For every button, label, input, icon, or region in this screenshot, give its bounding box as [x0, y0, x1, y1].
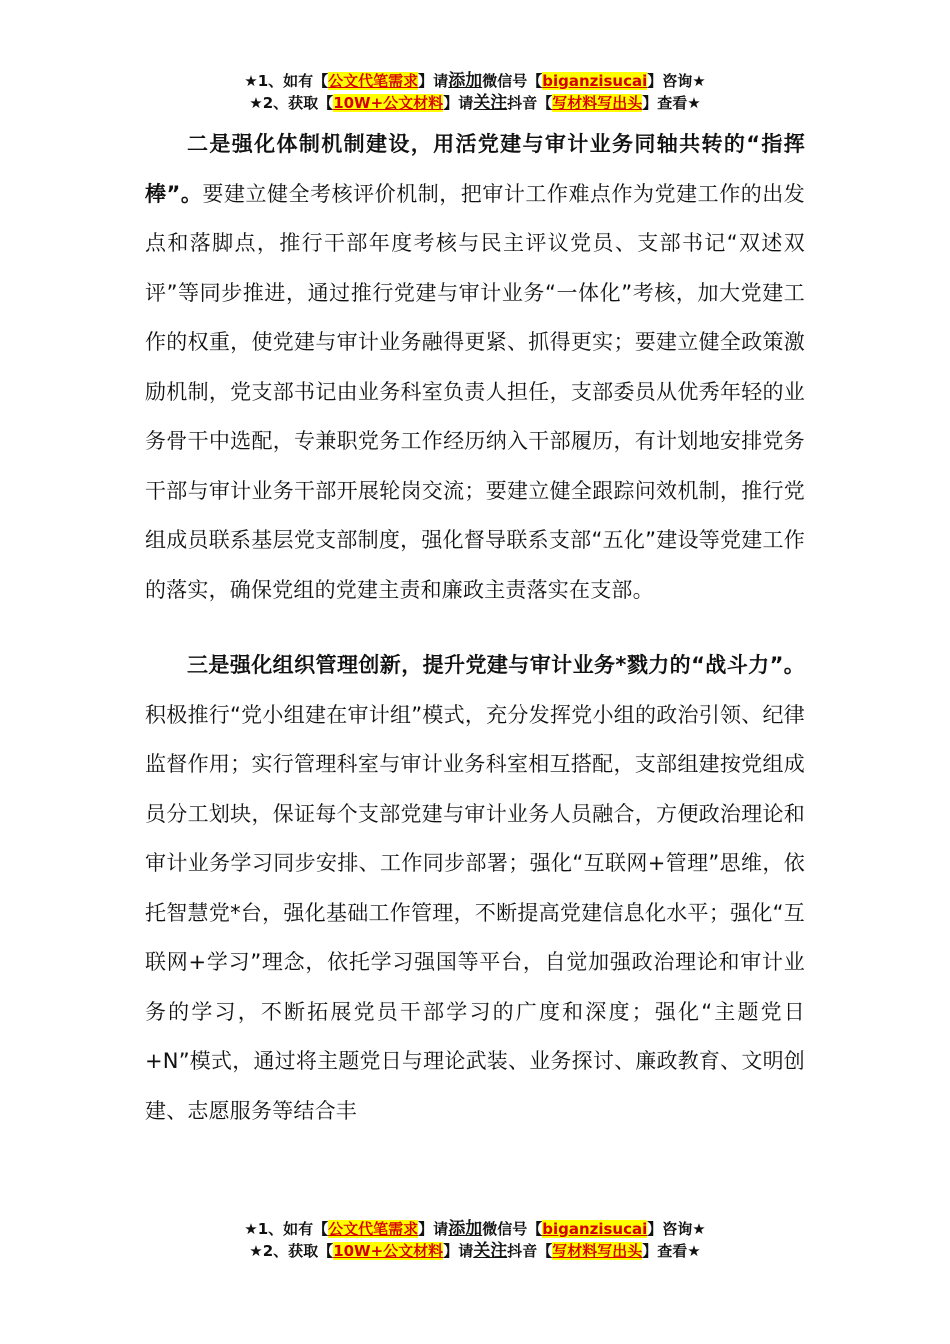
highlight-wechat-id: biganzisucai [542, 72, 648, 90]
banner-text: ★1、如有【 [244, 1220, 329, 1238]
banner-text: 】请 [443, 1242, 474, 1260]
banner-line-2 [0, 92, 950, 114]
banner-text: 】咨询★ [647, 72, 706, 90]
banner-emphasis: 添加 [448, 1219, 483, 1239]
banner-text: 】请 [418, 72, 449, 90]
paragraph-lead: 三是强化组织管理创新，提升党建与审计业务*戮力的“战斗力”。 [187, 653, 805, 677]
highlight-douyin-id: 写材料写出头 [552, 1242, 643, 1260]
highlight-materials: 10W+公文材料 [333, 1242, 444, 1260]
paragraph-lead: 二是强化体制机制建设，用活党建与审计业务同轴共转的“指挥棒”。 [145, 132, 805, 206]
banner-text: 抖音【 [507, 94, 553, 112]
paragraph-text: 积极推行“党小组建在审计组”模式，充分发挥党小组的政治引领、纪律监督作用；实行管理科室与审计业务科室相互搭配，支部组建按党组成员分工划块，保证每个支部党建与审计业务人员融合，方便政治理论和审计业务学习同步安排、工作同步部署；强化“互联网+管理”思维，依托智慧党*台，强化基础工作管理，不断提高党建信息化水平；强化“互联网+学习”理念，依托学习强国等平台，自觉加强政治理论和审计业务的学习，不断拓展党员干部学习的广度和深度；强化“主题党日+N”模式，通过将主题党日与理论武装、业务探讨、廉政教育、文明创建、志愿服务等结合丰 [145, 702, 805, 1123]
banner-line-2 [0, 1240, 950, 1262]
banner-text: 】咨询★ [647, 1220, 706, 1238]
banner-text: ★2、获取【 [249, 1242, 334, 1260]
banner-line-1 [0, 70, 950, 92]
banner-text: ★2、获取【 [249, 94, 334, 112]
banner-text: 】查看★ [642, 94, 701, 112]
highlight-materials: 10W+公文材料 [333, 94, 444, 112]
banner-text: 】请 [418, 1220, 449, 1238]
banner-emphasis: 关注 [473, 93, 508, 113]
banner-emphasis: 关注 [473, 1241, 508, 1261]
banner-line-1 [0, 1218, 950, 1240]
paragraph-text: 要建立健全考核评价机制，把审计工作难点作为党建工作的出发点和落脚点，推行干部年度考核与民主评议党员、支部书记“双述双评”等同步推进，通过推行党建与审计业务“一体化”考核，加大党建工作的权重，使党建与审计业务融得更紧、抓得更实；要建立健全政策激励机制，党支部书记由业务科室负责人担任，支部委员从优秀年轻的业务骨干中选配，专兼职党务工作经历纳入干部履历，有计划地安排党务干部与审计业务干部开展轮岗交流；要建立健全跟踪问效机制，推行党组成员联系基层党支部制度，强化督导联系支部“五化”建设等党建工作的落实，确保党组的党建主责和廉政主责落实在支部。 [145, 181, 805, 602]
banner-emphasis: 添加 [448, 71, 483, 91]
header-banner [0, 70, 950, 114]
highlight-service: 公文代笔需求 [328, 1220, 419, 1238]
banner-text: 抖音【 [507, 1242, 553, 1260]
banner-text: 】查看★ [642, 1242, 701, 1260]
banner-text: 微信号【 [482, 1220, 543, 1238]
banner-text: 】请 [443, 94, 474, 112]
highlight-douyin-id: 写材料写出头 [552, 94, 643, 112]
paragraph-3 [145, 641, 805, 1136]
highlight-service: 公文代笔需求 [328, 72, 419, 90]
highlight-wechat-id: biganzisucai [542, 1220, 648, 1238]
banner-text: 微信号【 [482, 72, 543, 90]
document-body [145, 120, 805, 1136]
banner-text: ★1、如有【 [244, 72, 329, 90]
footer-banner [0, 1218, 950, 1262]
paragraph-2 [145, 120, 805, 615]
